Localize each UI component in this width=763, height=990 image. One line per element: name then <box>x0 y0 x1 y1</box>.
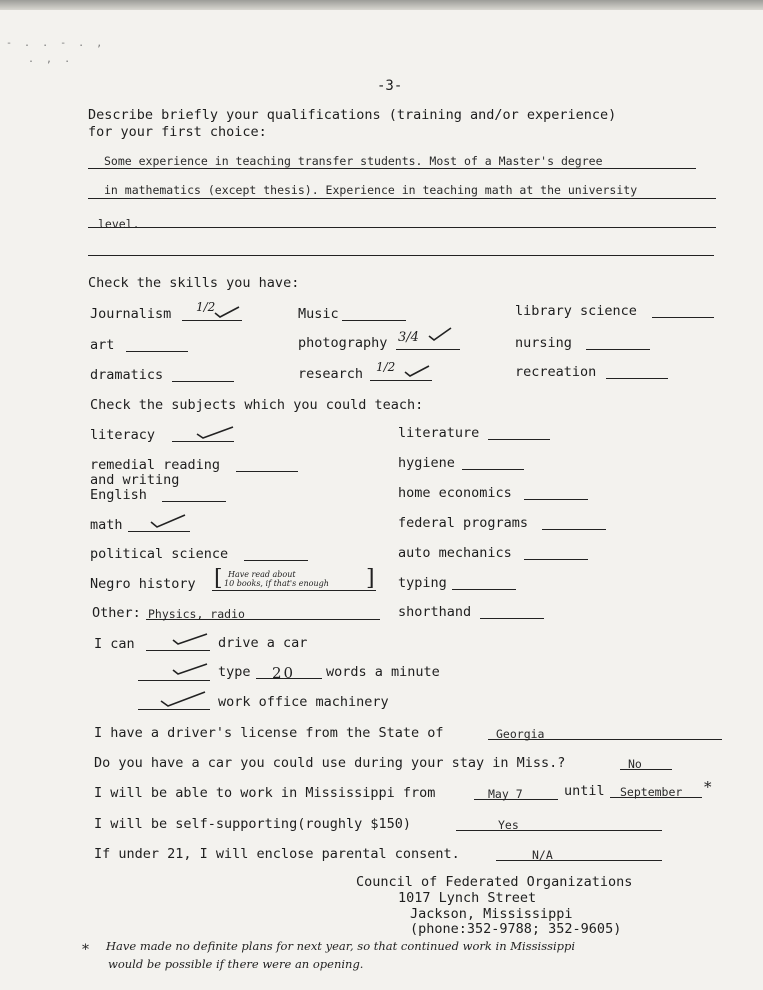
ability-blank <box>146 650 210 651</box>
skill-dramatics: dramatics <box>90 367 164 383</box>
negro-history-note: Have read about <box>228 570 296 579</box>
answer-underline <box>88 198 716 199</box>
subject-blank <box>172 441 234 442</box>
address-street: 1017 Lynch Street <box>398 890 537 906</box>
skill-blank <box>606 378 668 379</box>
support-value: Yes <box>498 818 519 832</box>
skill-research: research <box>298 366 364 382</box>
checkmark-icon <box>214 305 236 313</box>
subject-blank <box>488 439 550 440</box>
address-phone: (phone:352-9788; 352-9605) <box>410 921 622 937</box>
answer-underline <box>88 168 696 169</box>
negro-history-note: 10 books, if that's enough <box>224 579 329 588</box>
checkmark-icon <box>428 326 450 334</box>
checkmark-icon <box>196 424 218 432</box>
skill-recreation: recreation <box>515 364 597 380</box>
ability-blank <box>138 680 210 681</box>
skill-photography-mark: 3/4 <box>398 330 419 345</box>
skill-blank <box>370 380 432 381</box>
work-label: I will be able to work in Mississippi from <box>94 785 436 801</box>
skill-blank <box>396 349 460 350</box>
skill-blank <box>652 317 714 318</box>
checkmark-icon <box>404 364 426 372</box>
logistics-blank <box>474 799 558 800</box>
skill-library-science: library science <box>515 303 637 319</box>
ability-words: words a minute <box>326 664 440 680</box>
subjects-heading: Check the subjects which you could teach: <box>90 397 424 413</box>
subject-negro-history: Negro history <box>90 576 196 592</box>
qualifications-prompt-2: for your first choice: <box>88 124 267 140</box>
subject-typing: typing <box>398 575 447 591</box>
page-number: -3- <box>377 78 403 94</box>
logistics-blank <box>610 797 702 798</box>
ability-blank <box>138 709 210 710</box>
subject-remedial-reading: remedial reading <box>90 457 221 473</box>
until-label: until <box>564 783 605 799</box>
answer-underline <box>88 227 716 228</box>
checkmark-icon <box>150 512 172 520</box>
license-label: I have a driver's license from the State of <box>94 725 444 741</box>
subject-blank <box>146 619 380 620</box>
skill-blank <box>172 381 234 382</box>
footnote-line: would be possible if there were an opening. <box>108 957 364 971</box>
subject-english: English <box>90 487 147 503</box>
bracket-open: [ <box>214 566 223 591</box>
subject-other-label: Other: <box>92 605 141 621</box>
subject-auto-mechanics: auto mechanics <box>398 545 512 561</box>
subject-blank <box>162 501 226 502</box>
subject-home-economics: home economics <box>398 485 512 501</box>
subject-blank <box>128 531 190 532</box>
consent-label: If under 21, I will enclose parental consent. <box>94 846 460 862</box>
subject-blank <box>462 469 524 470</box>
qualifications-answer-line: Some experience in teaching transfer students. Most of a Master's degree <box>104 154 603 168</box>
checkmark-icon <box>172 632 194 640</box>
ability-office: work office machinery <box>218 694 389 710</box>
skill-blank <box>182 320 242 321</box>
ability-i-can: I can <box>94 636 135 652</box>
subject-blank <box>524 499 588 500</box>
subject-blank <box>244 560 308 561</box>
ability-type: type <box>218 664 251 680</box>
subject-remedial-writing: and writing <box>90 472 180 488</box>
qualifications-answer-line: level. <box>98 217 140 231</box>
qualifications-prompt: Describe briefly your qualifications (training and/or experience) <box>88 107 617 123</box>
support-label: I will be self-supporting(roughly $150) <box>94 816 411 832</box>
skill-art: art <box>90 337 115 353</box>
subject-federal-programs: federal programs <box>398 515 529 531</box>
skill-music: Music <box>298 306 339 322</box>
work-until: September <box>620 785 683 799</box>
skill-blank <box>342 320 406 321</box>
subject-blank <box>480 618 544 619</box>
subject-blank <box>212 590 376 591</box>
subject-math: math <box>90 517 123 533</box>
skills-heading: Check the skills you have: <box>88 275 300 291</box>
subject-blank <box>236 471 298 472</box>
car-value: No <box>628 757 642 771</box>
subject-blank <box>452 589 516 590</box>
subject-blank <box>524 559 588 560</box>
subject-literacy: literacy <box>90 427 156 443</box>
bracket-close: ] <box>366 566 375 591</box>
address-org: Council of Federated Organizations <box>356 874 633 890</box>
ability-wpm: 20 <box>272 664 296 682</box>
scan-speckle: . , . <box>28 54 74 65</box>
logistics-blank <box>620 769 672 770</box>
skill-journalism: Journalism <box>90 306 172 322</box>
subject-hygiene: hygiene <box>398 455 455 471</box>
ability-drive: drive a car <box>218 635 308 651</box>
checkmark-icon <box>160 690 182 698</box>
subject-shorthand: shorthand <box>398 604 472 620</box>
logistics-blank <box>496 860 662 861</box>
consent-value: N/A <box>532 848 553 862</box>
scan-top-edge <box>0 0 763 10</box>
skill-research-mark: 1/2 <box>376 360 396 374</box>
logistics-blank <box>456 830 662 831</box>
address-city: Jackson, Mississippi <box>410 906 573 922</box>
skill-journalism-mark: 1/2 <box>196 300 216 314</box>
car-label: Do you have a car you could use during your stay in Miss.? <box>94 755 566 771</box>
skill-photography: photography <box>298 335 388 351</box>
subject-literature: literature <box>398 425 480 441</box>
subject-blank <box>542 529 606 530</box>
answer-underline <box>88 255 714 256</box>
work-from: May 7 <box>488 787 523 801</box>
scan-speckle: - . . - . , <box>6 38 106 49</box>
skill-blank <box>586 349 650 350</box>
qualifications-answer-line: in mathematics (except thesis). Experience in teaching math at the university <box>104 183 638 197</box>
skill-blank <box>126 351 188 352</box>
asterisk: * <box>704 778 712 796</box>
checkmark-icon <box>172 662 194 670</box>
license-value: Georgia <box>496 727 545 741</box>
footnote-mark: * <box>82 942 89 958</box>
logistics-blank <box>488 739 722 740</box>
skill-nursing: nursing <box>515 335 572 351</box>
subject-other-value: Physics, radio <box>148 607 245 621</box>
subject-political-science: political science <box>90 546 229 562</box>
footnote-line: Have made no definite plans for next year, so that continued work in Mississippi <box>106 939 576 953</box>
